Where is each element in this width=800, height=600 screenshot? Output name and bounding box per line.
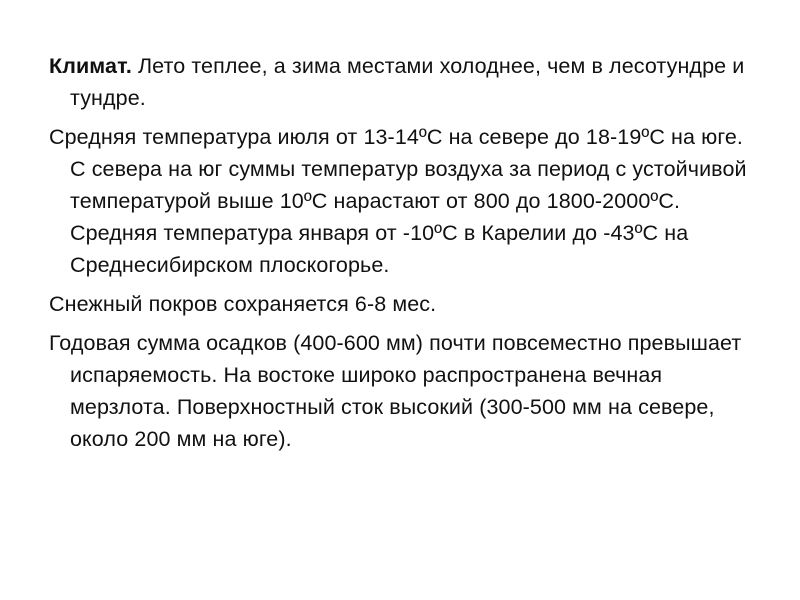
climate-text: Лето теплее, а зима местами холоднее, чем в лесотундре и тундре.	[70, 54, 745, 110]
climate-heading: Климат.	[49, 54, 132, 78]
slide-content	[49, 50, 759, 462]
paragraph-snow-cover: Снежный покров сохраняется 6-8 мес.	[49, 292, 437, 316]
paragraph-climate	[49, 50, 759, 114]
paragraph-precipitation: Годовая сумма осадков (400-600 мм) почти повсеместно превышает испаряемость. На востоке широко распространена вечная мерзлота. Поверхностный сток высокий (300-500 мм на севере, около 200 мм на юге).	[49, 331, 742, 451]
paragraph-temperature: Средняя температура июля от 13-14ºС на севере до 18-19ºС на юге. С севера на юг суммы температур воздуха за период с устойчивой температурой выше 10ºС нарастают от 800 до 1800-2000ºС. Средняя температура января от -10ºС в Карелии до -43ºС на Среднесибирском плоскогорье.	[49, 125, 747, 277]
